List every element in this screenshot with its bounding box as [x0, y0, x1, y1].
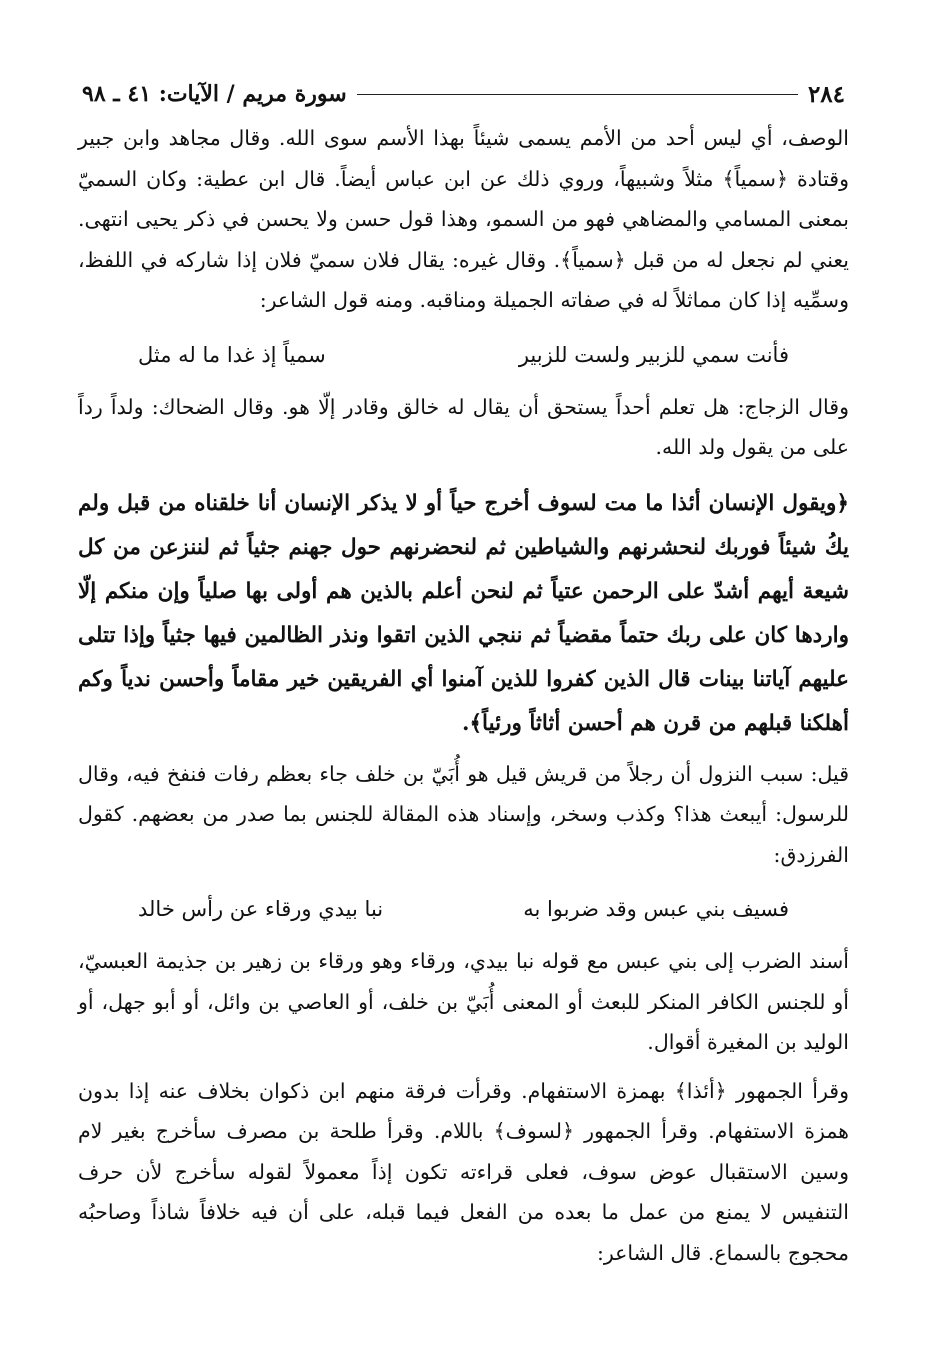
paragraph-1: الوصف، أي ليس أحد من الأمم يسمى شيئاً بهذا الأسم سوى الله. وقال مجاهد وابن جبير وقتادة ﴿سمياً﴾ مثلاً وشبيهاً، وروي ذلك عن ابن عباس أيضاً. قال ابن عطية: وكان السميّ بمعنى المسامي والمضاهي فهو من السمو، وهذا قول حسن ولا يحسن في ذكر يحيى انتهى. يعني لم نجعل له من قبل ﴿سمياً﴾. وقال غيره: يقال فلان سميّ فلان إذا شاركه في اللفظ، وسمِّيه إذا كان مماثلاً له في صفاته الجميلة ومناقبه. ومنه قول الشاعر: — [78, 126, 849, 312]
poetry-verse-2 — [78, 889, 849, 929]
quran-passage: ﴿ويقول الإنسان أئذا ما مت لسوف أخرج حياً أو لا يذكر الإنسان أنا خلقناه من قبل ولم يكُ شيئاً فوربك لنحشرنهم والشياطين ثم لنحضرنهم حول جهنم جثياً ثم لننزعن من كل شيعة أيهم أشدّ على الرحمن عتياً ثم لنحن أعلم بالذين هم أولى بها صلياً وإن منكم إلّا واردها كان على ربك حتماً مقضياً ثم ننجي الذين اتقوا ونذر الظالمين فيها جثياً وإذا تتلى عليهم آياتنا بينات قال الذين كفروا للذين آمنوا أي الفريقين خير مقاماً وأحسن ندياً وكم أهلكنا قبلهم من قرن هم أحسن أثاثاً ورئياً﴾. — [78, 490, 849, 736]
section-title: سورة مريم / الآيات: ٤١ ـ ٩٨ — [82, 81, 347, 107]
paragraph-4: أسند الضرب إلى بني عبس مع قوله نبا بيدي، ورقاء وهو ورقاء بن زهير بن جذيمة العبسيّ، أو للجنس الكافر المنكر للبعث أو المعنى أُبَيّ بن خلف، أو العاصي بن وائل، أو أبو جهل، أو الوليد بن المغيرة أقوال. — [78, 949, 849, 1054]
paragraph-2: وقال الزجاج: هل تعلم أحداً يستحق أن يقال له خالق وقادر إلّا هو. وقال الضحاك: ولداً رداً على من يقول ولد الله. — [78, 394, 849, 459]
poetry-verse-1 — [78, 335, 849, 375]
verse-1-second-hemistich: سمياً إذ غدا ما له مثل — [138, 342, 326, 367]
page-body — [78, 118, 849, 1273]
header-rule — [357, 94, 798, 95]
verse-2-first-hemistich: فسيف بني عبس وقد ضربوا به — [523, 897, 789, 921]
paragraph-3: قيل: سبب النزول أن رجلاً من قريش قيل هو أُبَيّ بن خلف جاء بعظم رفات فنفخ فيه، وقال للرسول: أيبعث هذا؟ وكذب وسخر، وإسناد هذه المقالة للجنس بما صدر من بعضهم. كقول الفرزدق: — [78, 761, 849, 867]
paragraph-5: وقرأ الجمهور ﴿أئذا﴾ بهمزة الاستفهام. وقرأت فرقة منهم ابن ذكوان بخلاف عنه إذا بدون همزة الاستفهام. وقرأ الجمهور ﴿لسوف﴾ باللام. وقرأ طلحة بن مصرف سأخرج بغير لام وسين الاستقبال عوض سوف، فعلى قراءته تكون إذاً معمولاً لقوله سأخرج لأن حرف التنفيس لا يمنع من عمل ما بعده من الفعل فيما قبله، على أن فيه خلافاً شاذاً وصاحبُه محجوج بالسماع. قال الشاعر: — [78, 1078, 849, 1265]
page-number: ٢٨٤ — [807, 80, 845, 108]
running-header — [82, 78, 845, 110]
verse-2-second-hemistich: نبا بيدي ورقاء عن رأس خالد — [138, 897, 384, 921]
verse-1-first-hemistich: فأنت سمي للزبير ولست للزبير — [518, 342, 789, 367]
